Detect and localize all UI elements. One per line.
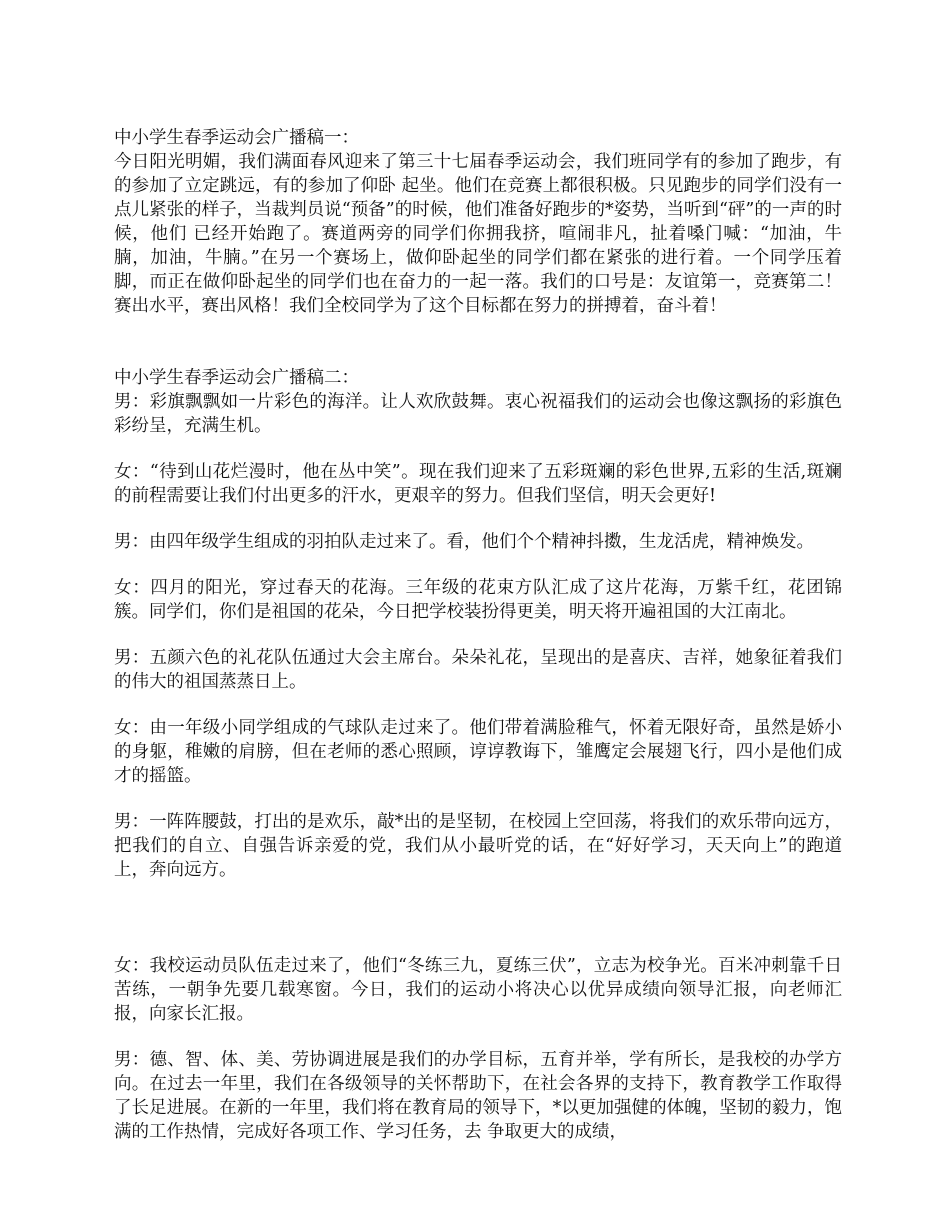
section2-paragraph: 女：由一年级小同学组成的气球队走过来了。他们带着满脸稚气，怀着无限好奇，虽然是娇小的身躯，稚嫩的肩膀，但在老师的悉心照顾，谆谆教诲下，雏鹰定会展翅飞行，四小是他们成才的摇篮。 bbox=[114, 718, 842, 786]
section2-paragraph: 男：德、智、体、美、劳协调进展是我们的办学目标，五育并举，学有所长，是我校的办学方向。在过去一年里，我们在各级领导的关怀帮助下，在社会各界的支持下，教育教学工作取得了长足进展。在新的一年里，我们将在教育局的领导下，*以更加强健的体魄，坚韧的毅力，饱满的工作热情，完成好各项工作、学习任务，去 争取更大的成绩， bbox=[114, 1050, 842, 1142]
document-page bbox=[114, 126, 842, 1144]
section2-paragraph: 男：五颜六色的礼花队伍通过大会主席台。朵朵礼花，呈现出的是喜庆、吉祥，她象征着我们的伟大的祖国蒸蒸日上。 bbox=[114, 648, 842, 692]
section2-paragraph: 男：由四年级学生组成的羽拍队走过来了。看，他们个个精神抖擞，生龙活虎，精神焕发。 bbox=[114, 532, 814, 552]
section2-paragraph: 女：我校运动员队伍走过来了，他们“冬练三九，夏练三伏”，立志为校争光。百米冲刺靠千日苦练，一朝争先要几载寒窗。今日，我们的运动小将决心以优异成绩向领导汇报，向老师汇报，向家长汇报。 bbox=[114, 956, 842, 1024]
section-gap bbox=[114, 318, 842, 366]
section1-title: 中小学生春季运动会广播稿一： bbox=[114, 128, 359, 148]
section2-paragraph: 女：“待到山花烂漫时，他在丛中笑”。现在我们迎来了五彩斑斓的彩色世界,五彩的生活,斑斓的前程需要让我们付出更多的汗水，更艰辛的努力。但我们坚信，明天会更好! bbox=[114, 462, 842, 506]
section2-paragraph: 男：彩旗飘飘如一片彩色的海洋。让人欢欣鼓舞。衷心祝福我们的运动会也像这飘扬的彩旗色彩纷呈，充满生机。 bbox=[114, 392, 842, 436]
section1-body: 今日阳光明媚，我们满面春风迎来了第三十七届春季运动会，我们班同学有的参加了跑步，有的参加了立定跳远，有的参加了仰卧 起坐。他们在竞赛上都很积极。只见跑步的同学们没有一点儿紧张的样子，当裁判员说“预备”的时候，他们准备好跑步的*姿势，当听到“砰”的一声的时候，他们 已经开始跑了。赛道两旁的同学们你拥我挤，喧闹非凡，扯着嗓门喊：“加油，牛腩，加油，牛腩。”在另一个赛场上，做仰卧起坐的同学们都在紧张的进行着。一个同学压着脚，而正在做仰卧起坐的同学们也在奋力的一起一落。我们的口号是：友谊第一，竞赛第二！赛出水平，赛出风格！我们全校同学为了这个目标都在努力的拼搏着，奋斗着！ bbox=[114, 152, 842, 316]
section2-paragraph: 女：四月的阳光，穿过春天的花海。三年级的花束方队汇成了这片花海，万紫千红，花团锦簇。同学们，你们是祖国的花朵，今日把学校装扮得更美，明天将开遍祖国的大江南北。 bbox=[114, 578, 842, 622]
section2-paragraph: 男：一阵阵腰鼓，打出的是欢乐，敲*出的是坚韧，在校园上空回荡，将我们的欢乐带向远方，把我们的自立、自强告诉亲爱的党，我们从小最听党的话，在“好好学习，天天向上”的跑道上，奔向远方。 bbox=[114, 812, 842, 880]
section2-title: 中小学生春季运动会广播稿二： bbox=[114, 368, 359, 388]
